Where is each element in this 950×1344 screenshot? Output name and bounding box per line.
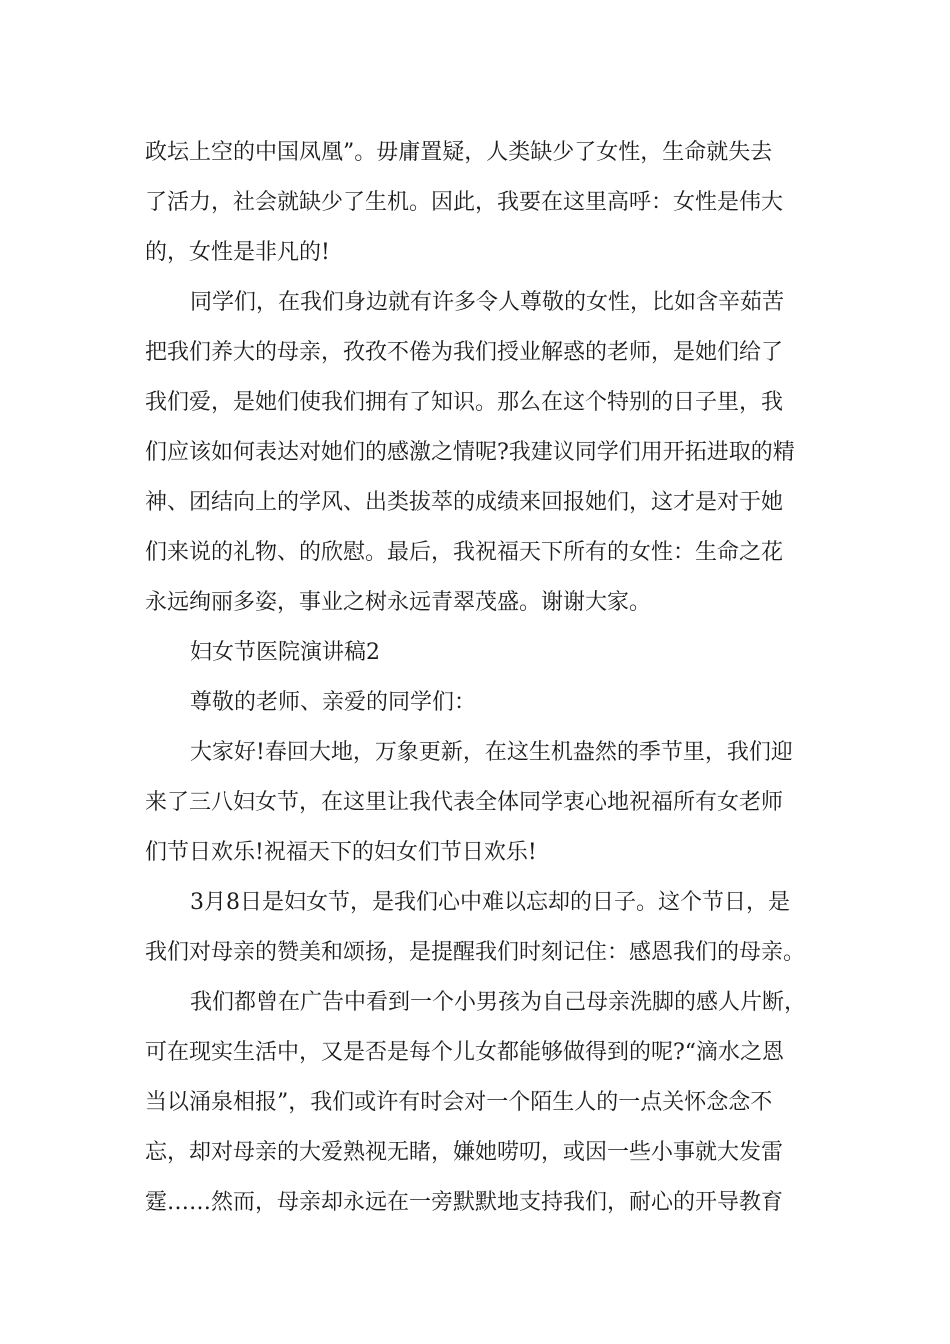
salutation: 尊敬的老师、亲爱的同学们： xyxy=(190,690,477,715)
text-line: 来了三八妇女节，在这里让我代表全体同学衷心地祝福所有女老师 xyxy=(145,790,784,815)
text-line: 们节日欢乐!祝福天下的妇女们节日欢乐! xyxy=(145,840,537,865)
text-line: 神、团结向上的学风、出类拔萃的成绩来回报她们，这才是对于她 xyxy=(145,490,784,515)
text-line: 我们对母亲的赞美和颂扬，是提醒我们时刻记住：感恩我们的母亲。 xyxy=(145,940,806,965)
text-line: 把我们养大的母亲，孜孜不倦为我们授业解惑的老师，是她们给了 xyxy=(145,340,784,365)
text-line: 当以涌泉相报”，我们或许有时会对一个陌生人的一点关怀念念不 xyxy=(145,1090,773,1115)
paragraph-start-line: 我们都曾在广告中看到一个小男孩为自己母亲洗脚的感人片断， xyxy=(190,990,807,1015)
paragraph-start-line: 大家好!春回大地，万象更新，在这生机盎然的季节里，我们迎 xyxy=(190,740,793,765)
text-line: 们应该如何表达对她们的感激之情呢?我建议同学们用开拓进取的精 xyxy=(145,440,795,465)
paragraph-start-line: 同学们，在我们身边就有许多令人尊敬的女性，比如含辛茹苦 xyxy=(190,290,785,315)
text-line: 了活力，社会就缺少了生机。因此，我要在这里高呼：女性是伟大 xyxy=(145,190,784,215)
text-line: 霆……然而，母亲却永远在一旁默默地支持我们，耐心的开导教育 xyxy=(145,1190,784,1215)
text-line: 我们爱，是她们使我们拥有了知识。那么在这个特别的日子里，我 xyxy=(145,390,784,415)
section-title: 妇女节医院演讲稿2 xyxy=(190,640,380,665)
text-line: 们来说的礼物、的欣慰。最后，我祝福天下所有的女性：生命之花 xyxy=(145,540,784,565)
document-body xyxy=(145,128,845,1228)
paragraph-start-line: 3月8日是妇女节，是我们心中难以忘却的日子。这个节日，是 xyxy=(190,890,790,915)
text-line: 可在现实生活中，又是否是每个儿女都能够做得到的呢?“滴水之恩 xyxy=(145,1040,785,1065)
text-line: 政坛上空的中国凤凰”。毋庸置疑，人类缺少了女性，生命就失去 xyxy=(145,140,773,165)
text-line: 忘，却对母亲的大爱熟视无睹，嫌她唠叨，或因一些小事就大发雷 xyxy=(145,1140,784,1165)
text-line: 的，女性是非凡的! xyxy=(145,240,330,265)
text-line: 永远绚丽多姿，事业之树永远青翠茂盛。谢谢大家。 xyxy=(145,590,652,615)
